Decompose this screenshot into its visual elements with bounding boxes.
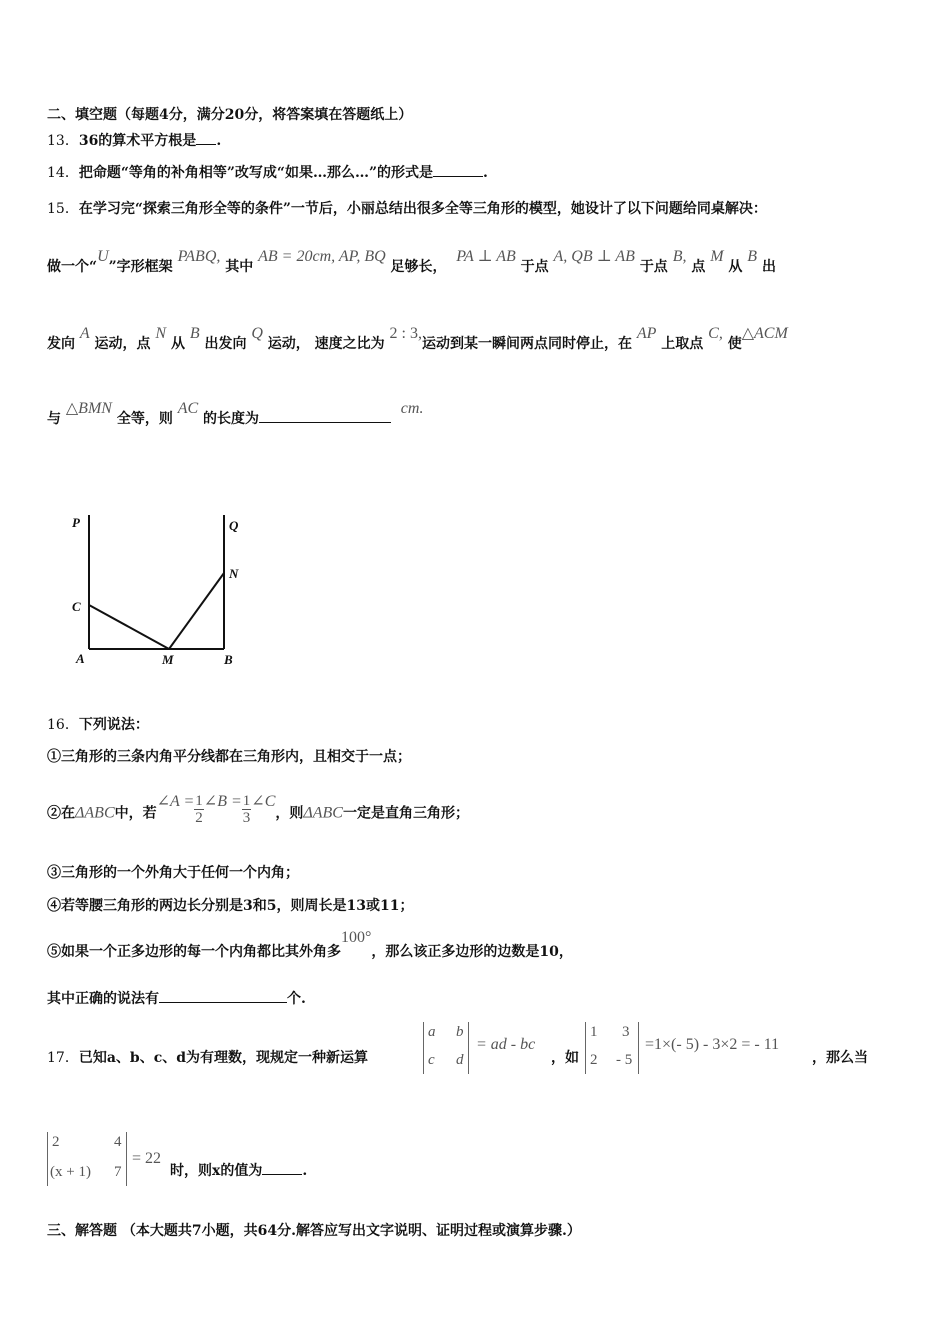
q17-determinant-example [585, 1022, 639, 1074]
q13-text: 36的算术平方根是 [78, 133, 197, 149]
q14-end: . [483, 165, 488, 181]
q15-math-AB: AB = 20cm, AP, BQ [258, 248, 386, 265]
q15-math-AP: AP [636, 325, 657, 342]
det1-c: c [428, 1052, 435, 1068]
q15-l2-text: ”字形框架 [108, 259, 173, 275]
q16-s2-text: ②在 [47, 805, 75, 822]
q16-statement-1: ①三角形的三条内角平分线都在三角形内，且相交于一点； [47, 749, 411, 765]
q15-l2-text: 点 [691, 259, 706, 275]
label-A: A [76, 651, 85, 666]
question-13 [47, 130, 221, 150]
q15-math-N: N [155, 325, 167, 342]
label-C: C [72, 599, 81, 614]
question-14 [47, 162, 488, 182]
q13-answer-blank[interactable] [196, 130, 216, 145]
q16-number: 16． [47, 717, 79, 733]
q16-s2-text: 中，若 [114, 805, 157, 822]
q16-statement-5 [47, 929, 573, 961]
q15-l4-text: 全等，则 [116, 411, 173, 427]
q15-math-BMN: △BMN [65, 400, 112, 417]
label-Q: Q [229, 518, 239, 533]
q15-l4-text: 与 [47, 411, 61, 427]
q15-l2-text: 于点 [639, 259, 668, 275]
section2-title: 二、填空题（每题4分，满分20分，将答案填在答题纸上） [47, 107, 413, 123]
q14-number: 14． [47, 165, 79, 181]
q13-number: 13． [47, 133, 79, 149]
q17-question-text: 时，则x的值为 [170, 1163, 263, 1179]
q15-l2-text: 其中 [225, 259, 254, 275]
det2-neg5: - 5 [616, 1052, 633, 1068]
q15-l3-text: 发向 [47, 336, 75, 352]
det3-7: 7 [114, 1164, 122, 1180]
q15-math-AC: AC [177, 400, 199, 417]
q15-math-ACM: △ACM [741, 325, 788, 342]
q16-math-angle-B: ∠B = [203, 792, 242, 810]
q15-l3-text: 上取点 [661, 336, 704, 352]
q16-math-100-degrees: 100° [341, 929, 372, 946]
q15-math-B3: B [189, 325, 200, 342]
q15-line4 [47, 400, 424, 428]
q15-line3 [47, 325, 788, 353]
q15-l4-text: 的长度为 [203, 411, 260, 427]
q16-answer-blank[interactable] [159, 988, 287, 1003]
q15-math-PABQ: PABQ, [177, 248, 221, 265]
q17-answer-blank[interactable] [262, 1160, 302, 1175]
q16-intro-text: 下列说法： [78, 717, 149, 733]
q16-math-angle-A: ∠A = [156, 792, 195, 810]
q15-math-PA-perp: PA ⊥ AB [456, 248, 516, 265]
det2-1: 1 [590, 1024, 598, 1040]
q15-math-C: C, [708, 325, 723, 342]
det2-3: 3 [622, 1024, 630, 1040]
q15-number: 15． [47, 201, 79, 217]
section3-title: 三、解答题 （本大题共7小题，共64分.解答应写出文字说明、证明过程或演算步骤.） [47, 1223, 581, 1239]
det1-a: a [428, 1024, 436, 1040]
q15-math-U: U [97, 248, 109, 265]
q13-end: . [216, 133, 222, 149]
q16-s2-text: 一定是直角三角形； [342, 805, 469, 822]
q15-line1 [47, 198, 767, 218]
q15-math-Q: Q [251, 325, 263, 342]
q15-l3-text: 使 [727, 336, 742, 352]
q17-text-then: ，那么当 [812, 1050, 868, 1066]
q15-l2-text: 出 [761, 259, 776, 275]
q15-l3-text: 从 [170, 336, 185, 352]
q16-end-text: 个. [287, 991, 306, 1007]
det3-2: 2 [52, 1134, 60, 1150]
q15-l3-text: 运动，点 [94, 336, 151, 352]
q15-intro: 在学习完“探索三角形全等的条件”一节后，小丽总结出很多全等三角形的模型，她设计了以下问题给同桌解决： [78, 201, 767, 217]
det3-4: 4 [114, 1134, 122, 1150]
q16-fraction-half: $\frac{1}{2}$ [195, 793, 203, 826]
q16-statement-2 [47, 792, 469, 830]
q17-text: 已知a、b、c、d为有理数，现规定一种新运算 [78, 1050, 369, 1066]
q16-math-angle-C: ∠C [251, 792, 276, 810]
q16-intro [47, 714, 149, 734]
q15-l3-text: 出发向 [204, 336, 247, 352]
label-P: P [72, 515, 80, 530]
q17-equation: = 22 [132, 1150, 162, 1167]
q17-question [170, 1160, 307, 1180]
q15-math-B2: B [747, 248, 758, 265]
q15-l2-text: 从 [728, 259, 743, 275]
q16-statement-3: ③三角形的一个外角大于任何一个内角； [47, 865, 299, 881]
geometry-figure [60, 505, 260, 675]
label-N: N [229, 566, 239, 581]
segment-CM [89, 605, 169, 649]
q17-number: 17． [47, 1050, 79, 1066]
q14-answer-blank[interactable] [433, 162, 483, 177]
q15-line2 [47, 248, 776, 276]
q15-l3-text: 运动到某一瞬间两点同时停止，在 [422, 336, 632, 352]
q16-s2-text: ，则 [275, 805, 304, 822]
q16-fraction-third: $\frac{1}{3}$ [242, 793, 251, 826]
q14-text: 把命题“等角的补角相等”改写成“如果…那么…”的形式是 [78, 165, 434, 181]
label-B: B [224, 652, 233, 667]
label-M: M [162, 652, 174, 667]
q17-determinant-definition [423, 1022, 469, 1074]
det3-x-plus-1: (x + 1) [50, 1164, 91, 1180]
q15-l2-text: 于点 [520, 259, 549, 275]
q15-unit: cm. [400, 400, 424, 417]
det2-2: 2 [590, 1052, 598, 1068]
q15-math-B: B, [672, 248, 687, 265]
q16-math-triangle-2: ΔABC [303, 804, 343, 822]
q17-end: . [302, 1163, 308, 1179]
q17-definition: = ad - bc [476, 1036, 536, 1053]
q16-conclusion [47, 988, 306, 1008]
det1-b: b [456, 1024, 464, 1040]
q15-answer-blank[interactable] [259, 408, 391, 423]
q16-statement-4: ④若等腰三角形的两边长分别是3和5，则周长是13或11； [47, 898, 414, 914]
q15-math-A: A [79, 325, 90, 342]
q17-text-example: ，如 [551, 1050, 579, 1066]
q15-math-QB-perp: A, QB ⊥ AB [553, 248, 635, 265]
q17-line1 [47, 1047, 368, 1067]
q16-end-text: 其中正确的说法有 [47, 991, 159, 1007]
q15-math-ratio: 2 : 3, [389, 325, 422, 342]
q15-l3-text: 运动， 速度之比为 [267, 336, 385, 352]
segment-MN [169, 573, 224, 649]
q16-s5-text: ⑤如果一个正多边形的每一个内角都比其外角多 [47, 944, 341, 960]
q17-example-result: =1×(- 5) - 3×2 = - 11 [645, 1036, 780, 1053]
q15-l2-text: 足够长， [390, 259, 447, 275]
q15-l2-text: 做一个“ [47, 259, 98, 275]
q17-determinant-question [47, 1132, 127, 1186]
q16-math-triangle: ΔABC [75, 804, 115, 822]
q16-s5-text: ，那么该正多边形的边数是10， [371, 944, 573, 960]
det1-d: d [456, 1052, 464, 1068]
q15-math-M: M [710, 248, 724, 265]
